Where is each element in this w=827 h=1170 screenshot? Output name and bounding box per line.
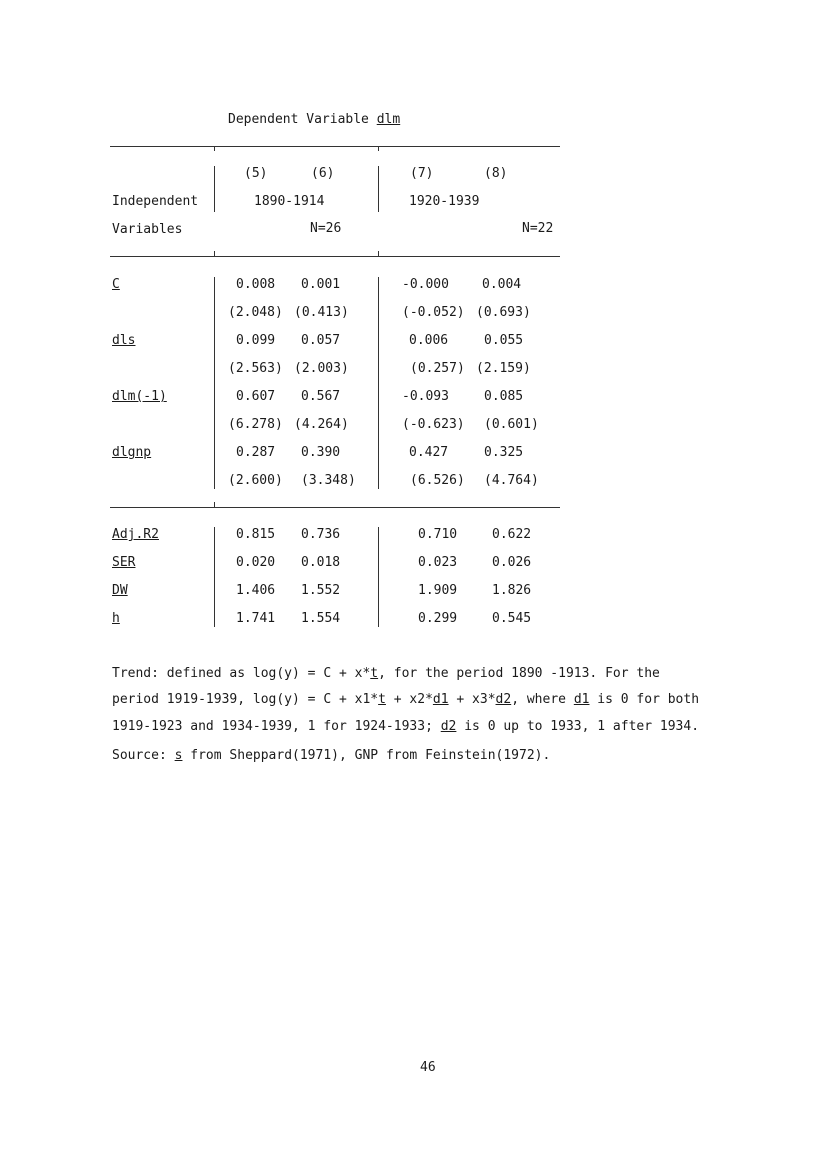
col-header-5: (5) (244, 166, 268, 181)
cell: -0.093 (402, 389, 449, 404)
cell: (0.601) (484, 417, 539, 432)
cell: (2.563) (228, 361, 283, 376)
note-text: , for the period 1890 -1913. For the (378, 666, 660, 681)
stat-cell: 0.815 (236, 527, 276, 542)
stat-label: SER (112, 555, 136, 570)
cell: (4.264) (294, 417, 349, 432)
cell: (-0.623) (402, 417, 465, 432)
cell: (2.600) (228, 473, 283, 488)
note-underlined: t (378, 692, 386, 707)
row-label: C (112, 277, 120, 292)
cell: 0.287 (236, 445, 276, 460)
cell: 0.057 (301, 333, 341, 348)
stat-cell: 1.554 (301, 611, 341, 626)
rule-body-tick (214, 502, 215, 507)
col-header-6: (6) (311, 166, 335, 181)
n-a: N=26 (310, 221, 342, 236)
title-variable: dlm (376, 112, 401, 127)
note-text: is 0 for both (589, 692, 700, 707)
note-underlined: d1 (432, 692, 449, 707)
separator-a-header (214, 166, 215, 212)
stat-cell: 1.406 (236, 583, 276, 598)
note-underlined: d2 (440, 719, 457, 734)
rule-header-tick-a (214, 251, 215, 256)
stat-label: h (112, 611, 120, 626)
stat-cell: 0.026 (492, 555, 532, 570)
stat-cell: 1.741 (236, 611, 276, 626)
stat-cell: 0.018 (301, 555, 341, 570)
note-text: Source: (112, 748, 175, 763)
stat-label: DW (112, 583, 128, 598)
page-number: 46 (420, 1060, 436, 1075)
title-text: Dependent Variable (228, 112, 377, 127)
stat-cell: 0.023 (418, 555, 458, 570)
stat-cell: 0.710 (418, 527, 458, 542)
rule-top-tick-a (214, 146, 215, 151)
cell: 0.004 (482, 277, 522, 292)
stat-cell: 1.909 (418, 583, 458, 598)
separator-b-stats (378, 527, 379, 627)
cell: 0.001 (301, 277, 341, 292)
note-underlined: d2 (495, 692, 512, 707)
stub-header-1: Independent (112, 194, 199, 209)
stat-label: Adj.R2 (112, 527, 159, 542)
cell: 0.325 (484, 445, 524, 460)
cell: (3.348) (301, 473, 356, 488)
cell: 0.085 (484, 389, 524, 404)
rule-top-tick-b (378, 146, 379, 151)
row-label: dlm(-1) (112, 389, 167, 404)
cell: 0.567 (301, 389, 341, 404)
cell: (4.764) (484, 473, 539, 488)
cell: (0.257) (410, 361, 465, 376)
stub-header-2: Variables (112, 222, 183, 237)
stat-cell: 0.622 (492, 527, 532, 542)
table-title (228, 112, 400, 128)
rule-top (110, 146, 560, 147)
cell: (6.526) (410, 473, 465, 488)
separator-b-body (378, 277, 379, 489)
period-b: 1920-1939 (409, 194, 480, 209)
note-text: period 1919-1939, log(y) = C + x1* (112, 692, 379, 707)
note-line-1 (112, 661, 752, 687)
note-underlined: d1 (573, 692, 590, 707)
note-line-2 (112, 687, 752, 713)
cell: 0.390 (301, 445, 341, 460)
cell: (6.278) (228, 417, 283, 432)
cell: 0.006 (409, 333, 449, 348)
period-a: 1890-1914 (254, 194, 325, 209)
cell: (-0.052) (402, 305, 465, 320)
col-header-7: (7) (410, 166, 434, 181)
separator-b-header (378, 166, 379, 212)
note-source (112, 743, 752, 769)
cell: (2.048) (228, 305, 283, 320)
cell: (0.693) (476, 305, 531, 320)
note-line-3 (112, 714, 752, 740)
note-text: is 0 up to 1933, 1 after 1934. (456, 719, 700, 734)
cell: (0.413) (294, 305, 349, 320)
stat-cell: 0.736 (301, 527, 341, 542)
cell: 0.008 (236, 277, 276, 292)
stat-cell: 0.299 (418, 611, 458, 626)
cell: 0.607 (236, 389, 276, 404)
stat-cell: 0.545 (492, 611, 532, 626)
stat-cell: 0.020 (236, 555, 276, 570)
cell: 0.427 (409, 445, 449, 460)
note-underlined: s (174, 748, 183, 763)
rule-header-tick-b (378, 251, 379, 256)
row-label: dlgnp (112, 445, 152, 460)
note-text: from Sheppard(1971), GNP from Feinstein(1972). (182, 748, 551, 763)
rule-body (110, 507, 560, 508)
note-text: , where (511, 692, 574, 707)
cell: (2.003) (294, 361, 349, 376)
cell: (2.159) (476, 361, 531, 376)
note-text: Trend: defined as log(y) = C + x* (112, 666, 371, 681)
n-b: N=22 (522, 221, 554, 236)
separator-a-body (214, 277, 215, 489)
stat-cell: 1.552 (301, 583, 341, 598)
cell: 0.099 (236, 333, 276, 348)
cell: 0.055 (484, 333, 524, 348)
separator-a-stats (214, 527, 215, 627)
col-header-8: (8) (484, 166, 508, 181)
stat-cell: 1.826 (492, 583, 532, 598)
note-text: + x3* (448, 692, 496, 707)
note-underlined: t (370, 666, 379, 681)
cell: -0.000 (402, 277, 449, 292)
row-label: dls (112, 333, 136, 348)
note-text: 1919-1923 and 1934-1939, 1 for 1924-1933; (112, 719, 441, 734)
note-text: + x2* (385, 692, 433, 707)
rule-header (110, 256, 560, 257)
